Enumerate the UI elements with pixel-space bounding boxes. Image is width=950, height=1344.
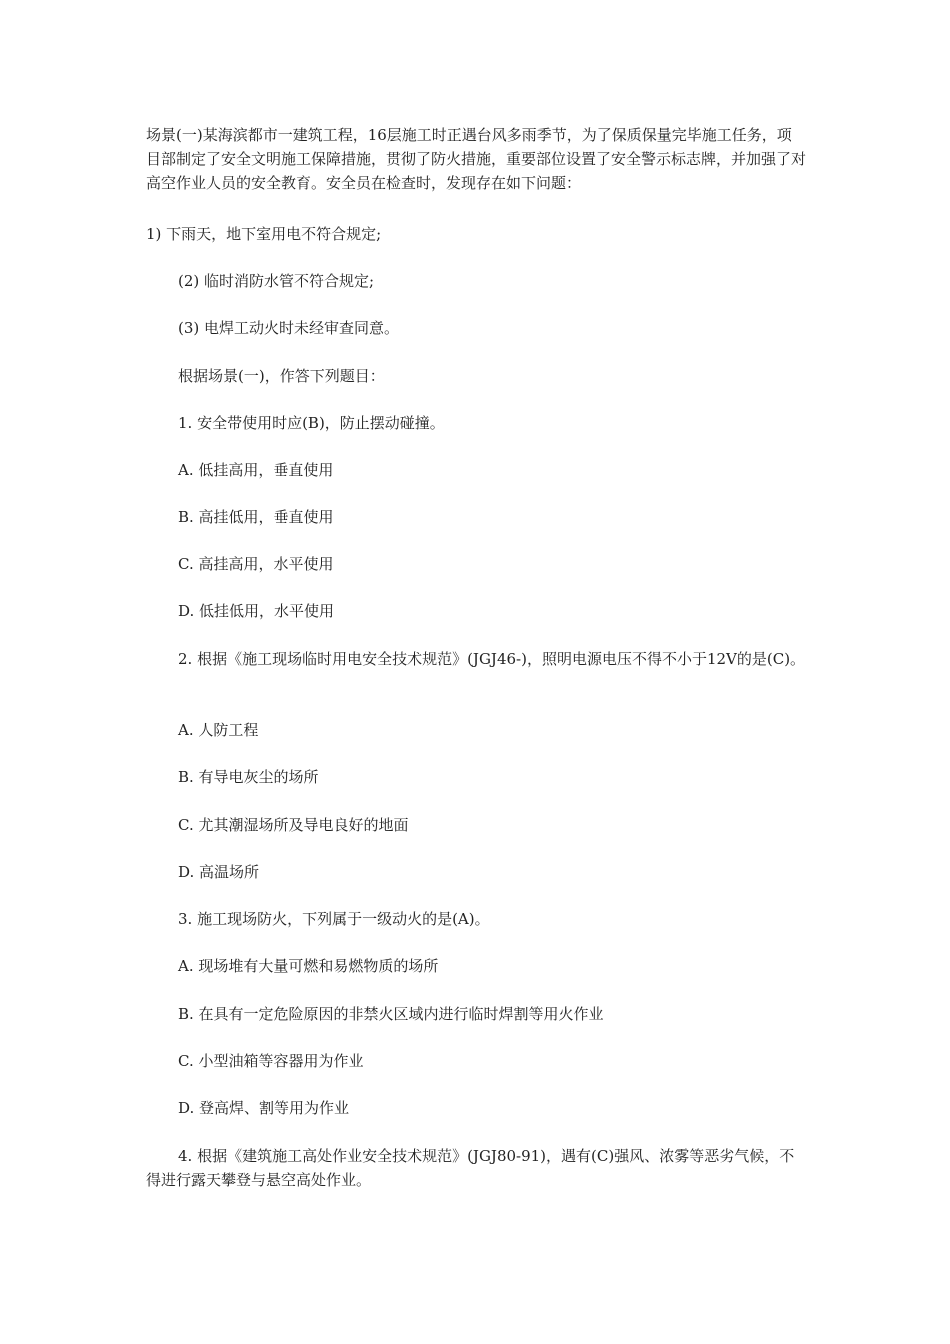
question-3-option-b: B. 在具有一定危险原因的非禁火区域内进行临时焊割等用火作业 [178,1005,604,1023]
question-4-stem: 4. 根据《建筑施工高处作业安全技术规范》(JGJ80-91)，遇有(C)强风、浓雾等恶劣气候，不得进行露天攀登与悬空高处作业。 [146,1147,795,1189]
problem-item-3: (3) 电焊工动火时未经审查同意。 [178,319,400,337]
question-1-stem: 1. 安全带使用时应(B)，防止摆动碰撞。 [178,414,445,432]
question-2-option-d: D. 高温场所 [178,863,260,881]
question-2-option-a: A. 人防工程 [178,721,259,739]
question-3-option-c: C. 小型油箱等容器用为作业 [178,1052,364,1070]
question-1-option-d: D. 低挂低用，水平使用 [178,602,335,620]
problem-item-1: 1) 下雨天，地下室用电不符合规定; [146,225,382,243]
instruction-text: 根据场景(一)，作答下列题目： [178,367,385,385]
question-1-option-a: A. 低挂高用，垂直使用 [178,461,334,479]
question-3-option-a: A. 现场堆有大量可燃和易燃物质的场所 [178,957,439,975]
question-1-option-c: C. 高挂高用，水平使用 [178,555,334,573]
question-1-option-b: B. 高挂低用，垂直使用 [178,508,334,526]
question-2-option-c: C. 尤其潮湿场所及导电良好的地面 [178,816,409,834]
question-2-option-b: B. 有导电灰尘的场所 [178,768,319,786]
question-3-option-d: D. 登高焊、割等用为作业 [178,1099,350,1117]
question-2-stem: 2. 根据《施工现场临时用电安全技术规范》(JGJ46-)，照明电源电压不得不小于12V的是(C)。 [178,650,806,668]
problem-item-2: (2) 临时消防水管不符合规定; [178,272,375,290]
scenario-intro: 场景(一)某海滨都市一建筑工程，16层施工时正遇台风多雨季节，为了保质保量完毕施工任务，项目部制定了安全文明施工保障措施，贯彻了防火措施，重要部位设置了安全警示标志牌，并加强了对高空作业人员的安全教育。安全员在检查时，发现存在如下问题： [146,126,807,192]
question-3-stem: 3. 施工现场防火，下列属于一级动火的是(A)。 [178,910,490,928]
